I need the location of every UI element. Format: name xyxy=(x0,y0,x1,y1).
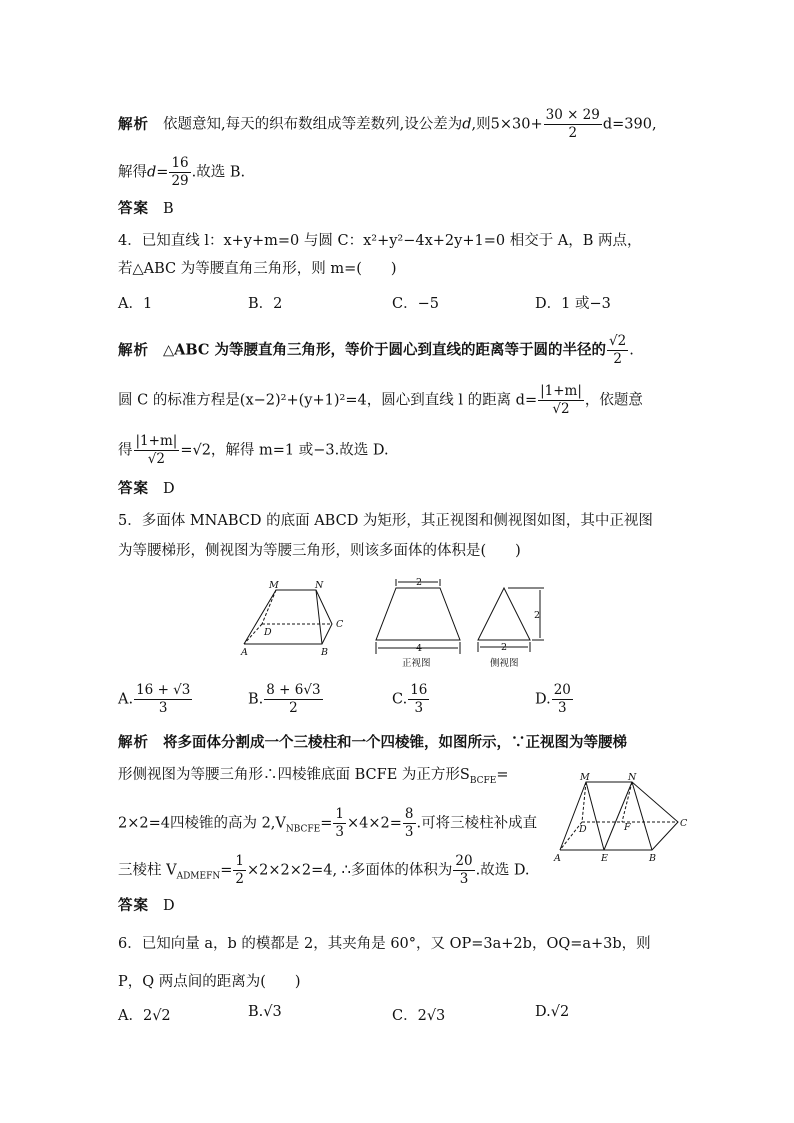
q5-analysis-line1: 解析 将多面体分割成一个三棱柱和一个四棱锥，如图所示，∵正视图为等腰梯 xyxy=(118,734,627,751)
front-bottom-length: 4 xyxy=(416,643,423,654)
q5-stem-line1: 5．多面体 MNABCD 的底面 ABCD 为矩形，其正视图和侧视图如图，其中正视图 xyxy=(118,513,653,529)
q5-answer: 答案 D xyxy=(118,898,175,914)
sol-label-n: N xyxy=(628,772,637,783)
q5-analysis-line2: 形侧视图为等腰三角形∴四棱锥底面 BCFE 为正方形$S_{BCFE}=$ xyxy=(118,767,509,786)
q5-figure xyxy=(238,576,554,672)
sol-label-e: E xyxy=(601,853,608,864)
fraction: $\frac{|1+m|}{√2}$ xyxy=(540,383,582,417)
front-top-length: 2 xyxy=(416,577,423,588)
fig-label-d: D xyxy=(264,627,272,638)
sol-label-a: A xyxy=(554,853,561,864)
q5-analysis-line4: 三棱柱 $V_{ADMEFN}=$ $\frac{1}{2}$ ×2×2×2=4, ∴多面体的体积为 $\frac{20}{3}$ .故选 D. xyxy=(118,853,530,887)
analysis-label: 解析 xyxy=(118,116,149,133)
q6-option-b: B.√3 xyxy=(248,1004,282,1020)
fig-label-c: C xyxy=(336,619,344,630)
q4-analysis-line3: 得 $\frac{|1+m|}{√2}$ =√2，解得 m=1 或−3.故选 D. xyxy=(118,433,389,467)
sol-label-d: D xyxy=(579,824,587,835)
fig-label-a: A xyxy=(241,647,248,658)
q3-analysis-line2: 解得d= $\frac{16}{29}$ .故选 B. xyxy=(118,155,246,189)
q3-answer: 答案 B xyxy=(118,201,174,217)
q4-option-d: D．1 或−3 xyxy=(535,296,611,312)
q5-option-d: D. $\frac{20}{3}$ xyxy=(535,682,571,716)
q5-stem-line2: 为等腰梯形，侧视图为等腰三角形，则该多面体的体积是( ) xyxy=(118,543,521,559)
q4-option-c: C．−5 xyxy=(392,296,439,312)
side-height: 2 xyxy=(534,610,541,621)
q3-analysis-line1: 解析 依题意知,每天的织布数组成等差数列,设公差为d,则5×30+ $\frac{30 \times 29}{2}$ d=390, xyxy=(118,107,657,141)
q6-stem-line2: P，Q 两点间的距离为( ) xyxy=(118,974,301,990)
front-view-caption: 正视图 xyxy=(402,658,431,669)
q5-option-b: B. $\frac{8 + 6√3}{2}$ xyxy=(248,682,321,716)
fraction: $\frac{√2}{2}$ xyxy=(609,333,627,367)
q4-stem-line1: 4．已知直线 l：x+y+m=0 与圆 C：x²+y²−4x+2y+1=0 相交于 A，B 两点， xyxy=(118,233,642,249)
q5-option-c: C. $\frac{16}{3}$ xyxy=(392,682,428,716)
q4-stem-line2: 若△ABC 为等腰直角三角形，则 m=( ) xyxy=(118,261,397,277)
q4-option-b: B．2 xyxy=(248,296,283,312)
sol-label-f: F xyxy=(624,822,631,833)
fraction: $\frac{|1+m|}{√2}$ xyxy=(135,433,178,467)
fraction: $\frac{16}{29}$ xyxy=(171,155,189,189)
fig-label-b: B xyxy=(321,647,328,658)
sol-label-c: C xyxy=(680,818,688,829)
q4-option-a: A．1 xyxy=(118,296,153,312)
q6-option-a: A．2√2 xyxy=(118,1008,171,1024)
q4-analysis-line1: 解析 △ABC 为等腰直角三角形，等价于圆心到直线的距离等于圆的半径的 $\frac{√2}{2}$ . xyxy=(118,333,634,367)
q6-stem-line1: 6．已知向量 a，b 的模都是 2，其夹角是 60°，又 OP=3a+2b，OQ=a+3b，则 xyxy=(118,936,651,952)
fraction: $\frac{30 \times 29}{2}$ xyxy=(545,107,600,141)
q6-option-c: C．2√3 xyxy=(392,1008,446,1024)
q5-solution-figure xyxy=(552,770,692,866)
q4-answer: 答案 D xyxy=(118,481,175,497)
sol-label-b: B xyxy=(649,853,656,864)
q5-analysis-line3: 2×2=4四棱锥的高为 $2,V_{NBCFE}=$ $\frac{1}{3}$ ×4×2= $\frac{8}{3}$ .可将三棱柱补成直 xyxy=(118,806,538,840)
side-base: 2 xyxy=(501,642,508,653)
fig-label-n: N xyxy=(315,580,324,591)
q4-analysis-line2: 圆 C 的标准方程是(x−2)²+(y+1)²=4，圆心到直线 l 的距离 d= $\frac{|1+m|}{√2}$ ，依题意 xyxy=(118,383,643,417)
q5-option-a: A. $\frac{16 + √3}{3}$ xyxy=(118,682,191,716)
fig-label-m: M xyxy=(269,580,279,591)
side-view-caption: 侧视图 xyxy=(490,658,519,669)
sol-label-m: M xyxy=(580,772,590,783)
q6-option-d: D.√2 xyxy=(535,1004,570,1020)
